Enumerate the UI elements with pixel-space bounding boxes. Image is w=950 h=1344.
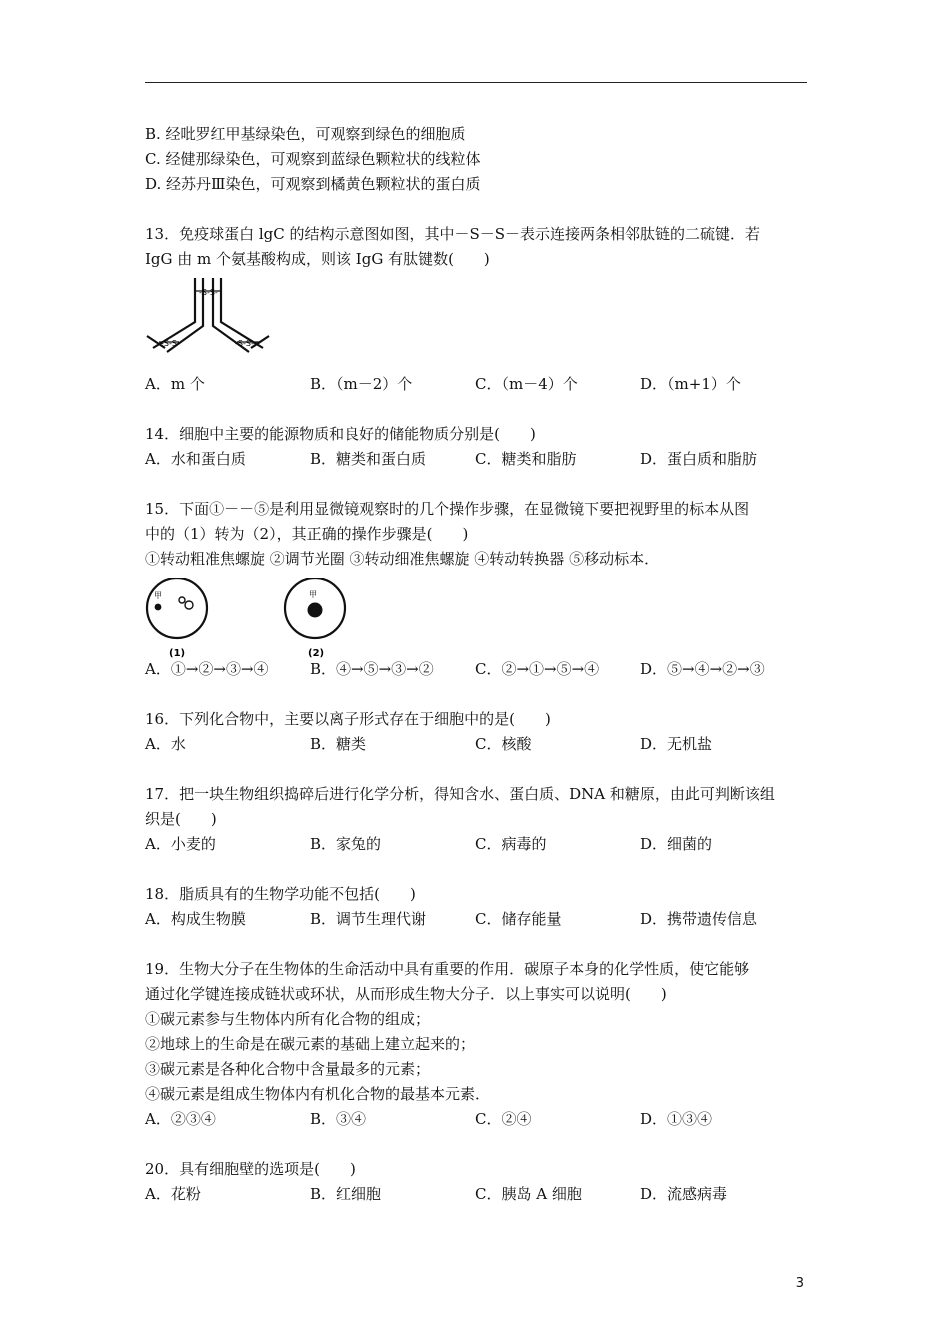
option-c[interactable]: C．（m－4）个 [475, 375, 578, 393]
question-stem: 16．下列化合物中，主要以离子形式存在于细胞中的是( ) [145, 710, 551, 728]
option-b[interactable]: B．④→⑤→③→② [310, 660, 434, 678]
question-17 [145, 782, 807, 857]
option-d[interactable]: D．⑤→④→②→③ [640, 660, 765, 678]
answer-options [145, 447, 807, 472]
option-c[interactable]: C．储存能量 [475, 910, 562, 928]
disulfide-label: -S-S- [235, 339, 254, 348]
answer-options [145, 832, 807, 857]
exam-page [145, 122, 807, 1207]
question-stem: IgG 由 m 个氨基酸构成，则该 IgG 有肽键数( ) [145, 250, 490, 268]
question-stem: 19．生物大分子在生物体的生命活动中具有重要的作用．碳原子本身的化学性质，使它能够 [145, 960, 750, 978]
question-13 [145, 222, 807, 397]
option-c[interactable]: C．胰岛 A 细胞 [475, 1185, 582, 1203]
microscope-fields [145, 578, 365, 660]
option-b[interactable]: B．（m－2）个 [310, 375, 413, 393]
answer-options [145, 657, 807, 682]
option-b[interactable]: B．糖类和蛋白质 [310, 450, 427, 468]
question-stem: 17．把一块生物组织捣碎后进行化学分析，得知含水、蛋白质、DNA 和糖原，由此可判断该组 [145, 785, 775, 803]
option-a[interactable]: A．水和蛋白质 [145, 450, 246, 468]
option-c[interactable]: C．核酸 [475, 735, 532, 753]
option-b: B. 经吡罗红甲基绿染色，可观察到绿色的细胞质 [145, 125, 466, 143]
option-d[interactable]: D．细菌的 [640, 835, 713, 853]
specimen-label: 甲 [309, 590, 317, 599]
question-14 [145, 422, 807, 472]
answer-options [145, 1182, 807, 1207]
question-20 [145, 1157, 807, 1207]
option-d[interactable]: D．携带遗传信息 [640, 910, 758, 928]
option-a[interactable]: A．小麦的 [145, 835, 216, 853]
option-a[interactable]: A．水 [145, 735, 186, 753]
option-d: D. 经苏丹Ⅲ染色，可观察到橘黄色颗粒状的蛋白质 [145, 175, 481, 193]
option-b[interactable]: B．③④ [310, 1110, 367, 1128]
option-b[interactable]: B．红细胞 [310, 1185, 382, 1203]
question-stem: 20．具有细胞壁的选项是( ) [145, 1160, 356, 1178]
option-a[interactable]: A．构成生物膜 [145, 910, 246, 928]
question-stem: 15．下面①－－⑤是利用显微镜观察时的几个操作步骤，在显微镜下要把视野里的标本从图 [145, 500, 750, 518]
question-stem: 13．免疫球蛋白 lgC 的结构示意图如图，其中－S－S－表示连接两条相邻肽链的二硫键．若 [145, 225, 761, 243]
figure-label-2: (2) [308, 648, 325, 659]
prev-question-options [145, 122, 807, 197]
igg-diagram [145, 276, 285, 368]
statement-2: ②地球上的生命是在碳元素的基础上建立起来的； [145, 1035, 476, 1053]
answer-options [145, 372, 807, 397]
option-c[interactable]: C．②→①→⑤→④ [475, 660, 600, 678]
question-16 [145, 707, 807, 757]
answer-options [145, 907, 807, 932]
option-a[interactable]: A．花粉 [145, 1185, 201, 1203]
question-stem: 中的（1）转为（2），其正确的操作步骤是( ) [145, 525, 469, 543]
question-18 [145, 882, 807, 932]
option-c[interactable]: C．糖类和脂肪 [475, 450, 577, 468]
statement-3: ③碳元素是各种化合物中含量最多的元素； [145, 1060, 431, 1078]
disulfide-label: -S-S- [161, 339, 180, 348]
option-d[interactable]: D．无机盐 [640, 735, 713, 753]
option-a[interactable]: A．②③④ [145, 1110, 216, 1128]
question-19 [145, 957, 807, 1132]
disulfide-label: -S-S- [199, 288, 218, 297]
step-list: ①转动粗准焦螺旋 ②调节光圈 ③转动细准焦螺旋 ④转动转换器 ⑤移动标本． [145, 550, 660, 568]
header-rule [145, 82, 807, 83]
igg-structure-figure [145, 272, 807, 372]
question-stem: 18．脂质具有的生物学功能不包括( ) [145, 885, 416, 903]
microscope-field-figure [145, 572, 807, 657]
option-a[interactable]: A．m 个 [145, 375, 205, 393]
option-c: C. 经健那绿染色，可观察到蓝绿色颗粒状的线粒体 [145, 150, 481, 168]
option-a[interactable]: A．①→②→③→④ [145, 660, 269, 678]
option-b[interactable]: B．家兔的 [310, 835, 382, 853]
statement-1: ①碳元素参与生物体内所有化合物的组成； [145, 1010, 431, 1028]
question-stem: 通过化学键连接成链状或环状，从而形成生物大分子．以上事实可以说明( ) [145, 985, 667, 1003]
answer-options [145, 732, 807, 757]
page-number: 3 [795, 1276, 804, 1291]
answer-options [145, 1107, 807, 1132]
option-b[interactable]: B．糖类 [310, 735, 367, 753]
option-c[interactable]: C．病毒的 [475, 835, 547, 853]
option-d[interactable]: D．①③④ [640, 1110, 713, 1128]
option-d[interactable]: D．流感病毒 [640, 1185, 728, 1203]
option-d[interactable]: D．蛋白质和脂肪 [640, 450, 758, 468]
option-b[interactable]: B．调节生理代谢 [310, 910, 427, 928]
question-15 [145, 497, 807, 682]
option-c[interactable]: C．②④ [475, 1110, 532, 1128]
question-stem: 14．细胞中主要的能源物质和良好的储能物质分别是( ) [145, 425, 536, 443]
figure-label-1: (1) [169, 648, 186, 659]
question-stem: 织是( ) [145, 810, 217, 828]
option-d[interactable]: D．（m+1）个 [640, 375, 741, 393]
statement-4: ④碳元素是组成生物体内有机化合物的最基本元素． [145, 1085, 491, 1103]
specimen-label: 甲 [154, 591, 162, 600]
